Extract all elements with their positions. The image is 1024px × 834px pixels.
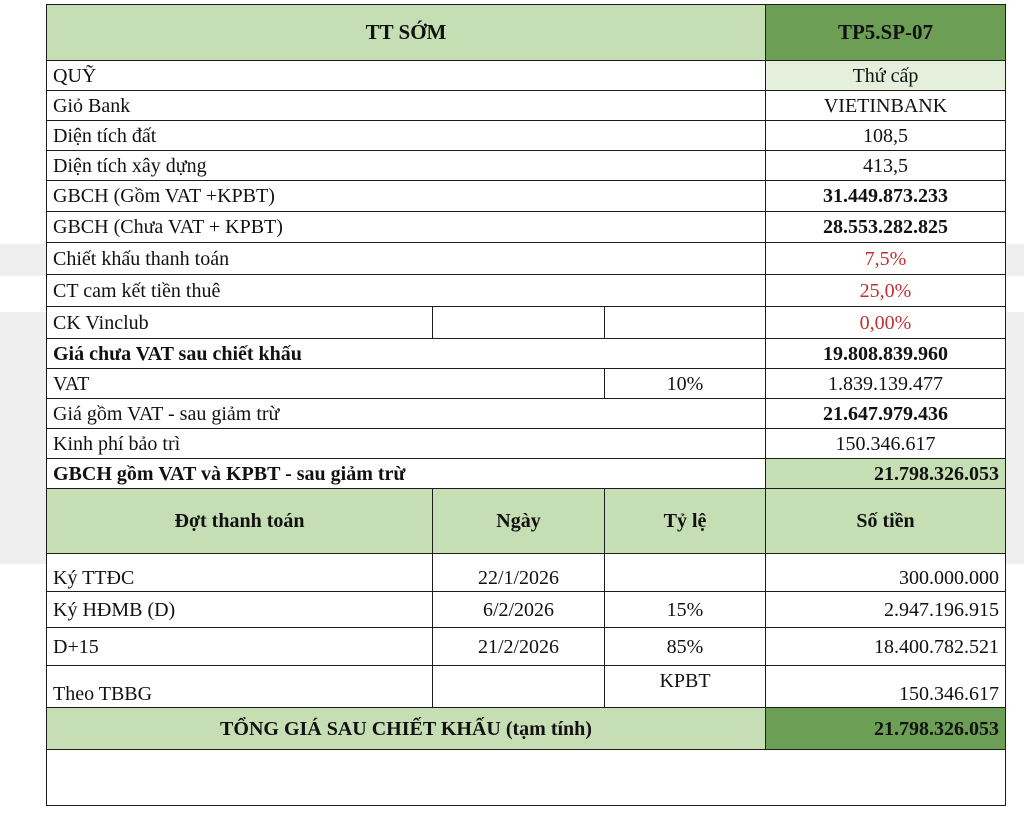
vinclub-value: 0,00% (766, 307, 1006, 339)
payment-discount-value: 7,5% (766, 243, 1006, 275)
price-incl-vat-label: Giá gồm VAT - sau giảm trừ (47, 399, 766, 429)
ratio-cell: KPBT (605, 666, 766, 708)
table-row (47, 628, 1006, 666)
installment-column-header: Đợt thanh toán (47, 489, 433, 554)
maintenance-fee-label: Kinh phí bảo trì (47, 429, 766, 459)
vat-rate: 10% (605, 369, 766, 399)
amount-column-header: Số tiền (766, 489, 1006, 554)
info-row (47, 61, 1006, 91)
amount-cell: 18.400.782.521 (766, 628, 1006, 666)
amount-cell: 300.000.000 (766, 554, 1006, 592)
total-label: TỔNG GIÁ SAU CHIẾT KHẤU (tạm tính) (47, 708, 766, 750)
info-row (47, 307, 1006, 339)
gbch-excl-value: 28.553.282.825 (766, 212, 1006, 243)
fund-label: QUỸ (47, 61, 766, 91)
gbch-final-value: 21.798.326.053 (766, 459, 1006, 489)
info-row (47, 339, 1006, 369)
rent-commit-label: CT cam kết tiền thuê (47, 275, 766, 307)
date-cell (433, 666, 605, 708)
maintenance-fee-value: 150.346.617 (766, 429, 1006, 459)
info-row (47, 91, 1006, 121)
amount-cell: 150.346.617 (766, 666, 1006, 708)
total-value: 21.798.326.053 (766, 708, 1006, 750)
info-row (47, 181, 1006, 212)
unit-code: TP5.SP-07 (766, 5, 1006, 61)
installment-cell: D+15 (47, 628, 433, 666)
info-row (47, 399, 1006, 429)
table-row (47, 554, 1006, 592)
info-row (47, 121, 1006, 151)
vinclub-empty-cell (433, 307, 605, 339)
price-after-discount-label: Giá chưa VAT sau chiết khấu (47, 339, 766, 369)
schedule-header-row (47, 489, 1006, 554)
land-area-value: 108,5 (766, 121, 1006, 151)
empty-cell (47, 750, 766, 806)
gbch-incl-label: GBCH (Gồm VAT +KPBT) (47, 181, 766, 212)
price-after-discount-value: 19.808.839.960 (766, 339, 1006, 369)
ratio-cell: 15% (605, 592, 766, 628)
amount-cell: 2.947.196.915 (766, 592, 1006, 628)
vinclub-label: CK Vinclub (47, 307, 433, 339)
ratio-cell (605, 554, 766, 592)
table-row (47, 666, 1006, 708)
info-row (47, 212, 1006, 243)
installment-cell: Ký TTĐC (47, 554, 433, 592)
payment-discount-label: Chiết khấu thanh toán (47, 243, 766, 275)
info-row (47, 369, 1006, 399)
date-cell: 6/2/2026 (433, 592, 605, 628)
empty-cell (766, 750, 1006, 806)
fund-value: Thứ cấp (766, 61, 1006, 91)
info-row (47, 459, 1006, 489)
empty-row (47, 750, 1006, 806)
date-cell: 22/1/2026 (433, 554, 605, 592)
installment-cell: Theo TBBG (47, 666, 433, 708)
rent-commit-value: 25,0% (766, 275, 1006, 307)
date-column-header: Ngày (433, 489, 605, 554)
price-sheet-table (46, 4, 1006, 806)
sheet-title: TT SỚM (47, 5, 766, 61)
build-area-value: 413,5 (766, 151, 1006, 181)
price-incl-vat-value: 21.647.979.436 (766, 399, 1006, 429)
land-area-label: Diện tích đất (47, 121, 766, 151)
installment-cell: Ký HĐMB (D) (47, 592, 433, 628)
vinclub-empty-cell (605, 307, 766, 339)
info-row (47, 429, 1006, 459)
bank-label: Giỏ Bank (47, 91, 766, 121)
vat-value: 1.839.139.477 (766, 369, 1006, 399)
gbch-final-label: GBCH gồm VAT và KPBT - sau giảm trừ (47, 459, 766, 489)
total-row (47, 708, 1006, 750)
info-row (47, 243, 1006, 275)
bank-value: VIETINBANK (766, 91, 1006, 121)
vat-label: VAT (47, 369, 605, 399)
ratio-column-header: Tỷ lệ (605, 489, 766, 554)
info-row (47, 151, 1006, 181)
gbch-excl-label: GBCH (Chưa VAT + KPBT) (47, 212, 766, 243)
build-area-label: Diện tích xây dựng (47, 151, 766, 181)
ratio-cell: 85% (605, 628, 766, 666)
gbch-incl-value: 31.449.873.233 (766, 181, 1006, 212)
table-row (47, 592, 1006, 628)
info-row (47, 275, 1006, 307)
date-cell: 21/2/2026 (433, 628, 605, 666)
